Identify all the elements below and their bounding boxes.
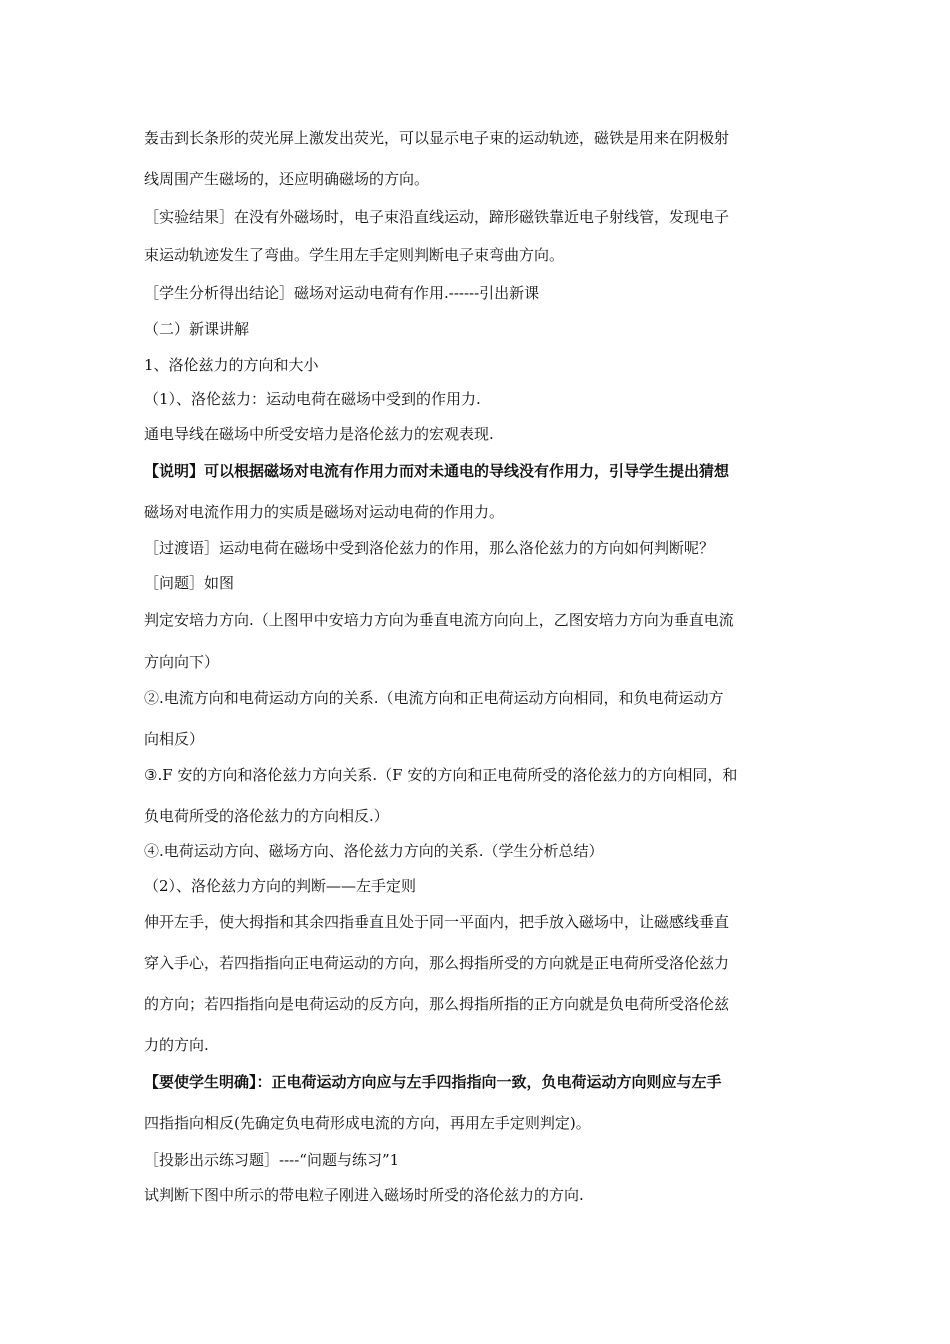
text-line: 负电荷所受的洛伦兹力的方向相反.） [144, 807, 389, 825]
subsection-heading: （2）、洛伦兹力方向的判断——左手定则 [144, 877, 417, 895]
section-heading: （二）新课讲解 [144, 320, 250, 338]
text-line: 轰击到长条形的荧光屏上激发出荧光，可以显示电子束的运动轨迹，磁铁是用来在阴极射 [144, 129, 730, 147]
text-line: 穿入手心，若四指指向正电荷运动的方向，那么拇指所受的方向就是正电荷所受洛伦兹力 [144, 954, 730, 972]
document-page [144, 0, 808, 1344]
text-line: 束运动轨迹发生了弯曲。学生用左手定则判断电子束弯曲方向。 [144, 246, 565, 264]
text-line: ［学生分析得出结论］磁场对运动电荷有作用.------引出新课 [144, 284, 540, 302]
text-line: 伸开左手，使大拇指和其余四指垂直且处于同一平面内，把手放入磁场中，让磁感线垂直 [144, 913, 730, 931]
text-line: 试判断下图中所示的带电粒子刚进入磁场时所受的洛伦兹力的方向. [144, 1186, 584, 1204]
text-line: 四指指向相反(先确定负电荷形成电流的方向，再用左手定则判定)。 [144, 1114, 591, 1132]
text-line: ［实验结果］在没有外磁场时，电子束沿直线运动，蹄形磁铁靠近电子射线管，发现电子 [144, 208, 730, 226]
text-line: 【要使学生明确】：正电荷运动方向应与左手四指指向一致，负电荷运动方向则应与左手 [144, 1073, 722, 1091]
subsection-heading: 1、洛伦兹力的方向和大小 [144, 356, 319, 374]
text-line: 磁场对电流作用力的实质是磁场对运动电荷的作用力。 [144, 503, 505, 521]
text-line: ［投影出示练习题］----“问题与练习”1 [144, 1151, 400, 1169]
text-line: ③.F 安的方向和洛伦兹力方向关系.（F 安的方向和正电荷所受的洛伦兹力的方向相同，和 [144, 766, 738, 784]
text-line: ④.电荷运动方向、磁场方向、洛伦兹力方向的关系.（学生分析总结） [144, 842, 604, 860]
text-line: 力的方向. [144, 1036, 209, 1054]
text-line: 【说明】可以根据磁场对电流有作用力而对未通电的导线没有作用力，引导学生提出猜想 [144, 462, 730, 480]
text-line: （1）、洛伦兹力：运动电荷在磁场中受到的作用力. [144, 390, 481, 408]
text-line: 通电导线在磁场中所受安培力是洛伦兹力的宏观表现. [144, 425, 494, 443]
text-line: ［过渡语］运动电荷在磁场中受到洛伦兹力的作用，那么洛伦兹力的方向如何判断呢？ [144, 539, 715, 557]
text-line: 向相反） [144, 730, 205, 748]
text-line: 线周围产生磁场的，还应明确磁场的方向。 [144, 170, 430, 188]
text-line: 的方向；若四指指向是电荷运动的反方向，那么拇指所指的正方向就是负电荷所受洛伦兹 [144, 995, 730, 1013]
text-line: 判定安培力方向.（上图甲中安培力方向为垂直电流方向向上，乙图安培力方向为垂直电流 [144, 611, 734, 629]
text-line: ②.电流方向和电荷运动方向的关系.（电流方向和正电荷运动方向相同，和负电荷运动方 [144, 689, 724, 707]
text-line: 方向向下） [144, 653, 220, 671]
text-line: ［问题］如图 [144, 574, 235, 592]
